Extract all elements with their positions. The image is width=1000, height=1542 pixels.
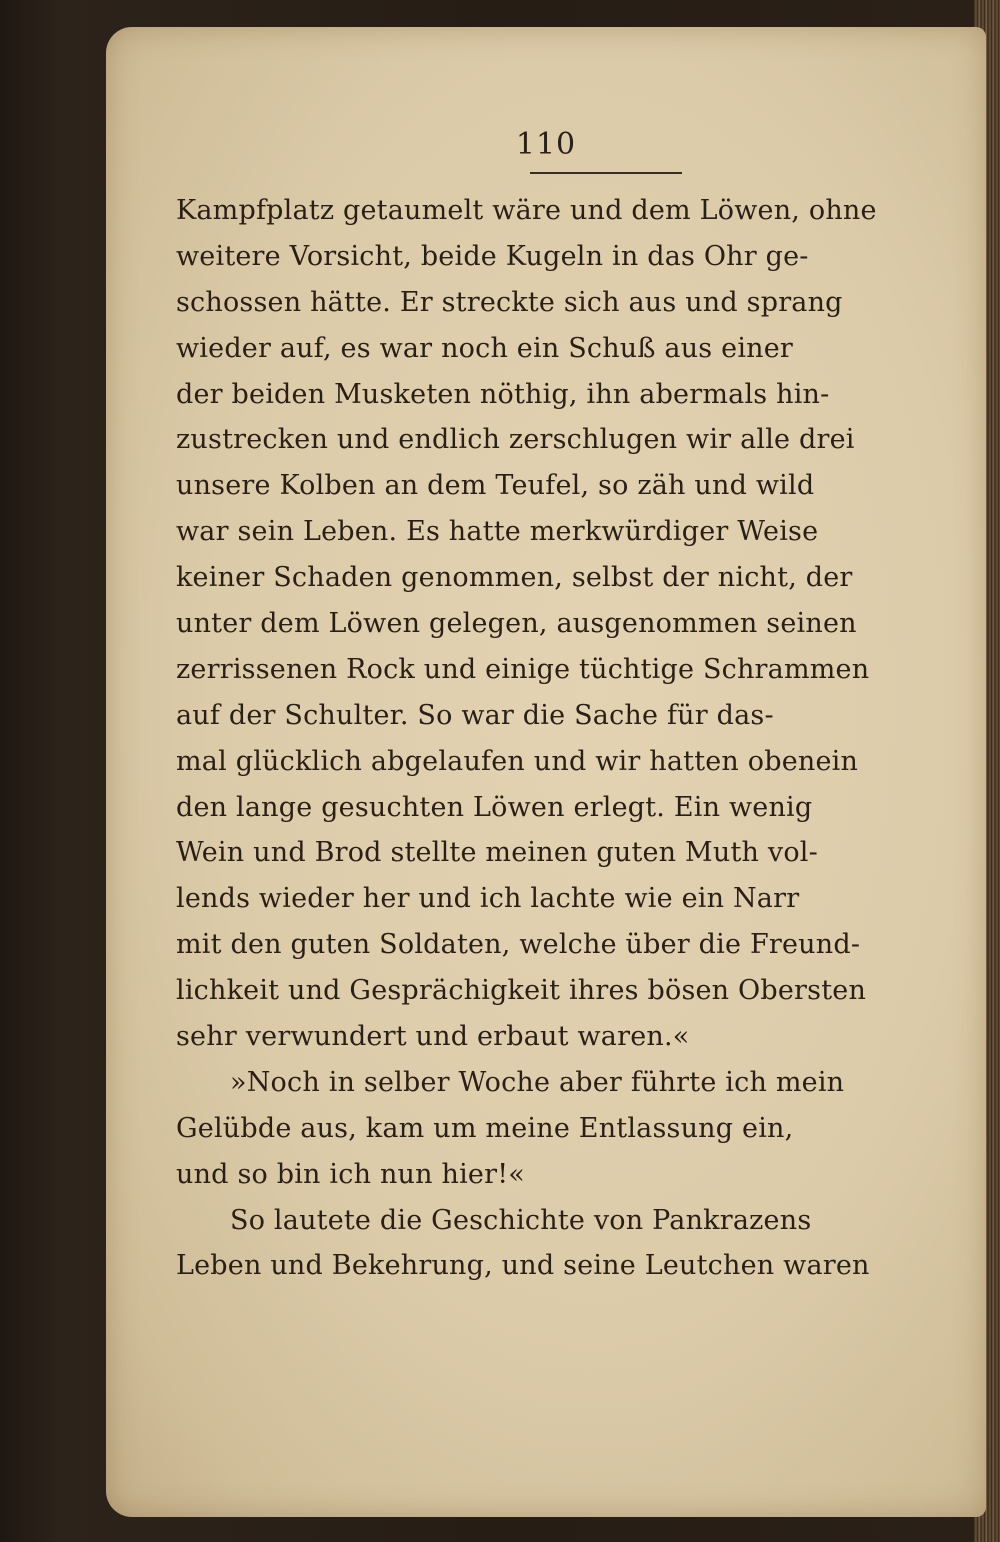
text-line: zustrecken und endlich zerschlugen wir alle drei <box>176 424 855 456</box>
text-line: keiner Schaden genommen, selbst der nicht, der <box>176 562 853 594</box>
body-text <box>176 188 877 1289</box>
page-number: 110 <box>515 127 577 162</box>
text-line: sehr verwundert und erbaut waren.« <box>176 1021 690 1053</box>
text-line: unsere Kolben an dem Teufel, so zäh und wild <box>176 470 815 502</box>
text-line: Kampfplatz getaumelt wäre und dem Löwen, ohne <box>176 195 877 226</box>
text-line: weitere Vorsicht, beide Kugeln in das Ohr ge- <box>176 240 809 272</box>
text-line: und so bin ich nun hier!« <box>176 1158 525 1190</box>
text-line: schossen hätte. Er streckte sich aus und sprang <box>176 286 843 318</box>
text-line: auf der Schulter. So war die Sache für das- <box>176 699 774 731</box>
text-line: Leben und Bekehrung, und seine Leutchen waren <box>176 1250 870 1282</box>
text-line: So lautete die Geschichte von Pankrazens <box>230 1204 812 1236</box>
text-line: »Noch in selber Woche aber führte ich mein <box>230 1066 845 1098</box>
text-line: lichkeit und Gesprächigkeit ihres bösen Obersten <box>176 975 867 1007</box>
text-line: mit den guten Soldaten, welche über die Freund- <box>176 929 861 961</box>
text-line: den lange gesuchten Löwen erlegt. Ein wenig <box>176 791 813 823</box>
text-line: der beiden Musketen nöthig, ihn abermals hin- <box>176 378 830 410</box>
text-line: wieder auf, es war noch ein Schuß aus einer <box>176 332 794 364</box>
text-line: Gelübde aus, kam um meine Entlassung ein, <box>176 1112 794 1144</box>
header-rule <box>530 172 682 174</box>
text-line: lends wieder her und ich lachte wie ein Narr <box>176 883 800 915</box>
text-line: mal glücklich abgelaufen und wir hatten obenein <box>176 745 859 777</box>
text-line: unter dem Löwen gelegen, ausgenommen seinen <box>176 608 857 640</box>
text-line: Wein und Brod stellte meinen guten Muth vol- <box>176 837 818 869</box>
text-line: war sein Leben. Es hatte merkwürdiger Weise <box>176 516 819 548</box>
text-line: zerrissenen Rock und einige tüchtige Schrammen <box>176 653 870 685</box>
